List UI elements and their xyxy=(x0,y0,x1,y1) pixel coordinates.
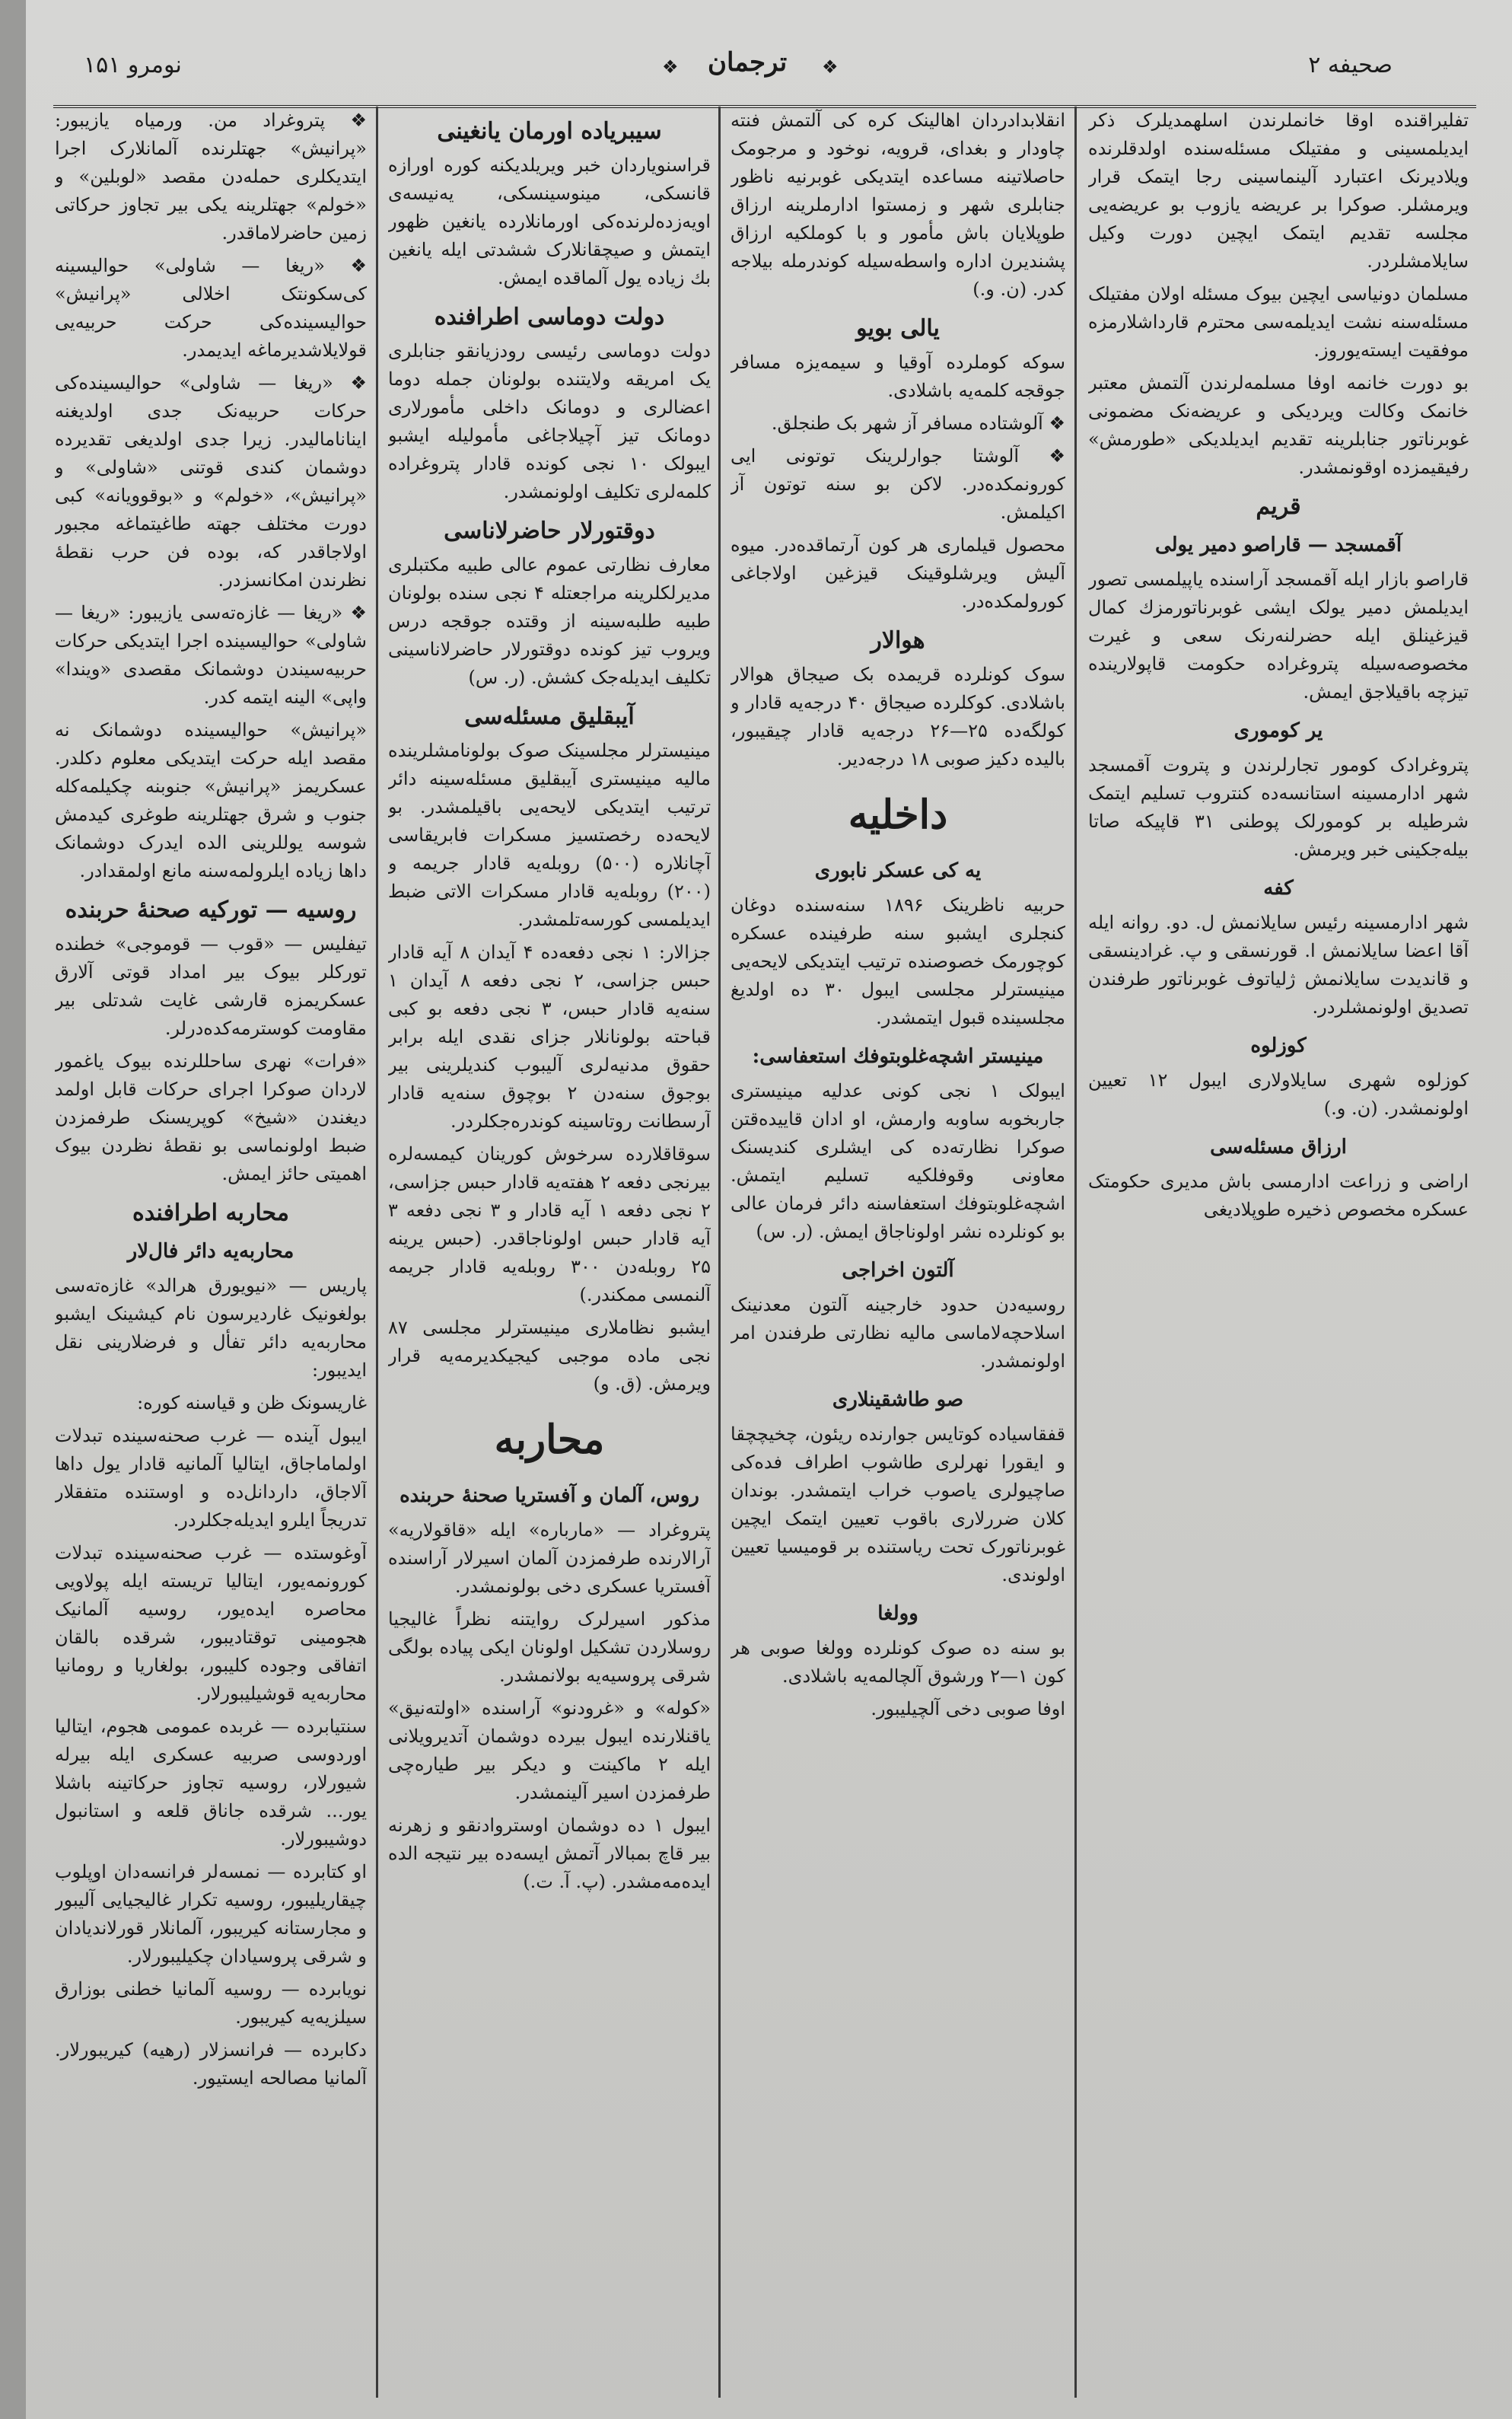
article-heading: روسیه — تورکیه صحنهٔ حربنده xyxy=(65,897,357,923)
article-subheading: روس، آلمان و آفستریا صحنهٔ حربنده xyxy=(399,1484,699,1507)
article-paragraph: ❖ «ریغا — شاولی» حوالیسینه کی‌سکونتک اخلالی «پرانیش» حوالیسینده‌کی حرکت حربیه‌یی قولایلاشدیرماغه ایدیمدر. xyxy=(55,255,367,361)
article-paragraph: حربیه ناظرینک ۱۸۹۶ سنه‌سنده دوغان کنجلری ایشبو سنه طرفینده عسکره کوچورمک خصوصنده ترتیب ایتدیکی لایحه‌یی مینیسترلر مجلسی ایبول ۳۰ ده اولدیغ مجلسینده قبول ایتمشدر. xyxy=(731,894,1065,1028)
article-paragraph: محصول قیلماری هر کون آرتماقده‌در. میوه آلیش ویرشلوقینک قیزغین اولاجاغی کورولمکده‌در. xyxy=(731,534,1065,612)
ornament-icon: ❖ xyxy=(662,56,679,78)
article-paragraph: پاریس — «نیویورق هرالد» غازه‌ته‌سی بولغونیک غاردیرسون نام کیشینک ایشبو محاربه‌یه دائر تفأل و فرضلارینی نقل ایدیبور: xyxy=(55,1275,367,1381)
article-heading: آیبقلیق مسئله‌سی xyxy=(464,703,635,730)
column-rule xyxy=(718,107,721,2398)
article-subheading: یر کوموری xyxy=(1233,719,1323,742)
column-rule xyxy=(1074,107,1077,2398)
article-paragraph: «کوله» و «غرودنو» آراسنده «اولته‌نیق» یاقنلارنده ایبول بیرده دوشمان آتدیرویلانی ایله ۲ ماکینت و دیکر بیر طیاره‌چی طرفمزدن اسیر آلینمشدر. xyxy=(388,1697,711,1803)
article-paragraph: دکابرده — فرانسزلار (رهیه) کیریبورلار. آلمانیا مصالحه ایستیور. xyxy=(55,2039,367,2089)
article-paragraph: غاریسونک ظن و قیاسنه کوره: xyxy=(137,1392,367,1413)
article-heading: سیبریاده اورمان یانغینی xyxy=(437,118,662,145)
article-heading: محاربه xyxy=(494,1417,605,1463)
column-4 xyxy=(55,107,367,2398)
article-paragraph: جزالار: ۱ نجی دفعه‌ده ۴ آیدان ۸ آیه قادار حبس جزاسی، ۲ نجی دفعه ۸ آیدان ۱ سنه‌یه قادار حبس، ۳ نجی دفعه بو کبی قباحته بولونانلار جزای نقدی ایله برابر حقوق مدنیه‌لری آلیبوب کندیلرینی بیر بوجوق سنه‌دن ۲ بوچوق سنه‌یه قادار آرسطانت روتاسینه کوندره‌جکلردر. xyxy=(388,942,711,1132)
article-paragraph: اوفا صوبی دخی آلچیلیبور. xyxy=(871,1698,1065,1719)
article-paragraph: ❖ «ریغا — شاولی» حوالیسینده‌کی حرکات حربیه‌نک جدی اولدیغنه اینانامالیدر. زیرا جدی اولدیغی تقدیرده دوشمان کندی قوتنی «شاولی» و «پرانیش»، «خولم» و «بوقوویانه» کبی دورت مختلف جهته طاغیتماغه مجبور اولاجاقدر که، بوده فن حرب نقطهٔ نظرندن امکانسزدر. xyxy=(55,372,367,591)
article-paragraph: روسیه‌دن حدود خارجینه آلتون معدنینک اسلاحچه‌لاماسی مالیه نظارتی طرفندن امر اولونمشدر. xyxy=(731,1294,1065,1372)
article-paragraph: معارف نظارتی عموم عالی طبیه مکتبلری مدیرلکلرینه مراجعتله ۴ نجی سنده بولونان طبیه طلبه‌سینه از وقتده جوقجه درس ویروب تیز کونده دوقتورلار حاضرلاناسینی تکلیف ایدیله‌جک کشش. (ر. س) xyxy=(388,554,711,688)
article-paragraph: قراسنویاردان خبر ویریلدیکنه کوره اورازه قانسکی، مینوسینسکی، یه‌نیسه‌ی اویه‌زده‌لرنده‌کی اورمانلارده یانغین ظهور ایتمش و صیچقانلارک ششدتی ایله یانغین بك زیاده یول آلماقده ایمش. xyxy=(388,155,711,288)
article-paragraph: سوک کونلرده قریمده بک صیجاق هوالار باشلادی. کوکلرده صیجاق ۴۰ درجه‌یه قادار و کولگه‌ده ۲۵—۲۶ درجه‌یه قادار چیقیبور، بالیده دکیز صوبی ۱۸ درجه‌دیر. xyxy=(731,664,1065,770)
page-label: صحیفه ۲ xyxy=(1308,52,1393,78)
article-paragraph: انقلابدادردان اهالینک کره کی آلتمش فنته چاودار و بغدای، قرویه، نوخود و مرجومک حاصلاتینه مساعده ایتدیکی غوبرنیه ناظور جنابلری شهر و زمستوا ادارملرینه ارزاق طوپلایان باش مأمور و با کوملکیه ارزاق پشندیرن اداره واسطه‌سیله کوندرمله بیلاجه کدر. (ن. و.) xyxy=(731,110,1065,300)
article-paragraph: ایبولک ۱ نجی کونی عدلیه مینیستری جاربخوبه ساوبه وارمش، او ادان قاییده‌قتن صوکرا نظارته‌ده کی ایشلری کندیسنک معاونی وقوفلکیه تسلیم ایتمش. اشچه‌غلوبتوفك استعفاسنه دائر فرمان عالی بو کونلرده نشر اولوناجاق ایمش. (ر. س) xyxy=(731,1080,1065,1242)
article-heading: دوقتورلار حاضرلاناسی xyxy=(444,518,655,544)
article-subheading: وولغا xyxy=(877,1602,918,1625)
article-paragraph: آوغوستده — غرب صحنه‌سینده تبدلات کورونمه‌یور، ایتالیا تریسته ایله پولاویی محاصره ایده‌یور، روسیه آلمانیک هجومینی توقتادیبور، شرقده بالقان اتفاقی وجوده کلیبور، بولغاریا و رومانیا محاربه‌یه قوشیلیبورلار. xyxy=(55,1542,367,1704)
page-edge-shadow xyxy=(0,0,26,2419)
article-paragraph: سوقاقلارده سرخوش کورینان کیمسه‌لره بیرنجی دفعه ۲ هفته‌یه قادار حبس جزاسی، ۲ نجی دفعه ۱ آیه قادار و ۳ نجی دفعه ۳ آیه قادار حبس اولوناجاقدر. (حبس یرینه ۲۵ روبله‌دن ۳۰۰ روبله‌یه قادار جریمه آلنمسی ممکندر.) xyxy=(388,1143,711,1305)
article-heading: قریم xyxy=(1256,493,1301,520)
article-paragraph: مسلمان دونیاسی ایچین بیوک مسئله اولان مفتیلک مسئله‌سنه نشت ایدیلمه‌سی محترم قارداشلارمزه موفقیت ایسته‌یوروز. xyxy=(1088,283,1469,361)
article-paragraph: «فرات» نهری ساحللرنده بیوک یاغمور لاردان صوکرا اجرای حرکات قابل اولمد دیغندن «شیخ» کوپریسنک طرفمزدن ضبط اولونماسی بو نقطهٔ نظردن بیوک اهمیتی حائز ایمش. xyxy=(55,1050,367,1184)
article-subheading: آقمسجد — قاراصو دمیر یولی xyxy=(1154,534,1402,556)
article-subheading: محاربه‌یه دائر فال‌لار xyxy=(127,1240,294,1263)
article-paragraph: بو دورت خانمه اوفا مسلمه‌لرندن آلتمش معتبر خانمک وکالت ویردیکی و عریضه‌نک مضمونی غوبرناتور جنابلرینه تقدیم ایدیلدیکی «طورمش» رفیقیمزده اوقونمشدر. xyxy=(1088,372,1469,478)
article-paragraph: ایبول آینده — غرب صحنه‌سینده تبدلات اولماماجاق، ایتالیا آلمانیه قادار یول داها آلاجاق، داردانل‌ده و اوستنده متفقلار تدریجاً ایلرو ایدیله‌جکلردر. xyxy=(55,1425,367,1531)
article-paragraph: قاراصو بازار ایله آقمسجد آراسنده یاپیلمسی تصور ایدیلمش دمیر یولک ایشی غوبرناتورمزك کمال قیزغینلق ایله حضرلنه‌رنک سعی و غیرت مخصوصه‌سیله پتروغراده حکومت قاپولارینده تیزچه باقیلاجق ایمش. xyxy=(1088,569,1469,703)
article-paragraph: شهر ادارمسینه رئیس سایلانمش ل. دو. روانه ایله آقا اعضا سایلانمش ا. قورنسقی و پ. غرادینسقی و قاندیدت سایلانمش ژلیاتوف غوبرناتور طرفندن تصدیق اولونمشلردر. xyxy=(1088,912,1469,1018)
article-paragraph: مذکور اسیرلرک روایتنه نظراً غالیجیا روسلاردن تشکیل اولونان ایکی پیاده بولگی شرقی پروسیه‌یه بولانمشدر. xyxy=(388,1608,711,1686)
column-1 xyxy=(1088,107,1469,2398)
column-2 xyxy=(731,107,1065,2398)
article-subheading: یه کی عسکر نابوری xyxy=(814,859,982,882)
article-paragraph: نویابرده — روسیه آلمانیا خطنی بوزارق سیلزیه‌یه کیریبور. xyxy=(55,1978,367,2028)
article-paragraph: مینیسترلر مجلسینک صوک بولونامشلرینده مالیه مینیستری آیبقلیق مسئله‌سینه دائر ترتیب ایتدیکی لایحه‌یی باقیلمشدر. بو لایحه‌ده رخصتسیز مسکرات فابریقاسی آچانلاره (۵۰۰) روبله‌یه قادار جریمه و (۲۰۰) روبله‌یه قادار مسکرات الاتی ضبط ایدیلمسی کورسه‌تلمشدر. xyxy=(388,740,711,930)
article-paragraph: سنتیابرده — غربده عمومی هجوم، ایتالیا اوردوسی صربیه عسکری ایله بیرله شیورلار، روسیه تجاوز حرکاتینه باشلا یور... شرقده جاناق قلعه و استانبول دوشیبورلار. xyxy=(55,1716,367,1850)
issue-number: نومرو ۱۵۱ xyxy=(84,52,182,78)
article-heading: محاربه اطرافنده xyxy=(132,1200,289,1226)
article-paragraph: کوزلوه شهری سایلاولاری ایبول ۱۲ تعیین اولونمشدر. (ن. و.) xyxy=(1088,1069,1469,1119)
article-subheading: کوزلوه xyxy=(1250,1034,1307,1057)
article-paragraph: ❖ آلوشتاده مسافر آز شهر بک طنجلق. xyxy=(771,413,1065,434)
column-3 xyxy=(388,107,711,2398)
article-paragraph: پتروغراد — «مارباره» ایله «قاقولاریه» آرالارنده طرفمزدن آلمان اسیرلار آراسنده آفستریا عسکری دخی بولونمشدر. xyxy=(388,1519,711,1597)
article-paragraph: ❖ پتروغراد من. ورمیاه یازیبور: «پرانیش» جهتلرنده آلمانلارک اجرا ایتدیکلری حمله‌دن مقصد «لوبلین» و «خولم» جهتلرینه یکی بیر تجاوز حرکاتی زمین حاضرلاماقدر. xyxy=(55,110,367,244)
article-subheading: مینیستر اشچه‌غلوبتوفك استعفاسی: xyxy=(752,1045,1044,1068)
article-paragraph: ایبول ۱ ده دوشمان اوستروادنقو و زهرنه بیر قاچ بمبالار آتمش ایسه‌ده بیر نتیجه الده ایده‌مه‌مشدر. (پ. آ. ت.) xyxy=(388,1815,711,1892)
article-heading: داخلیه xyxy=(848,792,948,838)
article-paragraph: بو سنه ده صوک کونلرده وولغا صوبی هر کون ۱—۲ ورشوق آلچالمه‌یه باشلادی. xyxy=(731,1637,1065,1687)
article-paragraph: تیفلیس — «قوب — قوموجی» خطنده تورکلر بیوک بیر امداد قوتی آلارق عسکریمزه قارشی غایت شدتلی بیر مقاومت کوسترمه‌کده‌درلر. xyxy=(55,933,367,1039)
article-paragraph: «پرانیش» حوالیسینده دوشمانک نه مقصد ایله حرکت ایتدیکی معلوم دکلدر. عسکریمز «پرانیش» جنوبنه چکیلمه‌کله جنوب و شرق جهتلرینه طوغری کیدمش شوسه یوللرینی الده ایدرک دوشمانک داها زیاده ایلرولمه‌سنه مانع اولمقدادر. xyxy=(55,719,367,881)
column-rule xyxy=(376,107,378,2398)
article-paragraph: او کتابرده — نمسه‌لر فرانسه‌دان اوپلوب چیقاریلیبور، روسیه تکرار غالیجیایی آلیبور و مجارستانه کیریبور، آلمانلار قورلاندیادان و شرقی پروسیادان چکیلیبورلار. xyxy=(55,1861,367,1967)
article-paragraph: قفقاسیاده کوتایس جوارنده ریئون، چخیچچقا و ایقورا نهرلری طاشوب اطراف فده‌کی صاچیولری یاصوب خراب ایتمشدر. بوندان کلان ضررلاری باقوب تعیین ایتمک ایچین غوبرناتورک تحت ریاستنده بر قومیسیا تعیین اولوندی. xyxy=(731,1423,1065,1586)
article-paragraph: اراضی و زراعت ادارمسی باش مدیری حکومتک عسکره مخصوص ذخیره طوپلادیغی xyxy=(1088,1171,1469,1220)
newspaper-title: ترجمان xyxy=(708,47,788,78)
article-paragraph: پتروغرادک کومور تجارلرندن و پتروت آقمسجد شهر ادارمسینه استانسه‌ده کنتروب تسلیم ایتمک شرطیله بر کومورلک پوطنی ۳۱ قاپیکه صاتا بیله‌جکینی خبر ویرمش. xyxy=(1088,754,1469,860)
article-heading: هوالار xyxy=(871,627,925,654)
article-subheading: کفه xyxy=(1263,877,1294,900)
article-paragraph: ایشبو نظاملاری مینیسترلر مجلسی ۸۷ نجی ماده موجبی کیجیکدیرمه‌یه قرار ویرمش. (ق. و) xyxy=(388,1317,711,1394)
article-paragraph: سوکه کوملرده آوقیا و سیمه‌یزه مسافر جوقجه کلمه‌یه باشلادی. xyxy=(731,352,1065,401)
article-subheading: ارزاق مسئله‌سی xyxy=(1210,1136,1347,1159)
article-heading: دولت دوماسی اطرافنده xyxy=(434,304,665,330)
article-subheading: آلتون اخراجی xyxy=(842,1259,954,1282)
article-paragraph: تفلیراقنده اوقا خانملرندن اسلهمدیلرک ذکر ایدیلمسینی و مفتیلک مسئله‌سنده اولدقلرنده ویلادیرنک اعتبارد آلینماسینی رجا ایتمک قرار ویرمشلر. صوکرا بر عریضه یازوب بو عریضه‌یی مجلسه تقدیم ایتمک ایچین دورت وکیل سایلامشلردر. xyxy=(1088,110,1469,272)
article-paragraph: دولت دوماسی رئیسی رودزیانقو جنابلری یک امریقه ولایتنده بولونان جمله دوما اعضالری و دومانک داخلی مأمورلاری دومانک تیز آچیلاجاغی مأمولیله ایشبو ایبولک ۱۰ نجی کونده قادار پتروغراده کلمه‌لری تکلیف اولونمشدر. xyxy=(388,340,711,502)
masthead xyxy=(53,37,1476,108)
article-paragraph: ❖ آلوشتا جوارلرینک توتونی ایی کورونمکده‌در. لاکن بو سنه توتون آز اکیلمش. xyxy=(731,445,1065,523)
article-paragraph: ❖ «ریغا — غازه‌ته‌سی یازیبور: «ریغا — شاولی» حوالیسینده اجرا ایتدیکی حرکات حربیه‌سیندن دوشمانک مقصدی «ویندا» واپی» الینه ایتمه کدر. xyxy=(55,602,367,708)
ornament-icon: ❖ xyxy=(822,56,839,78)
article-heading: یالی بویو xyxy=(856,315,940,342)
article-subheading: صو طاشقینلاری xyxy=(832,1388,964,1411)
